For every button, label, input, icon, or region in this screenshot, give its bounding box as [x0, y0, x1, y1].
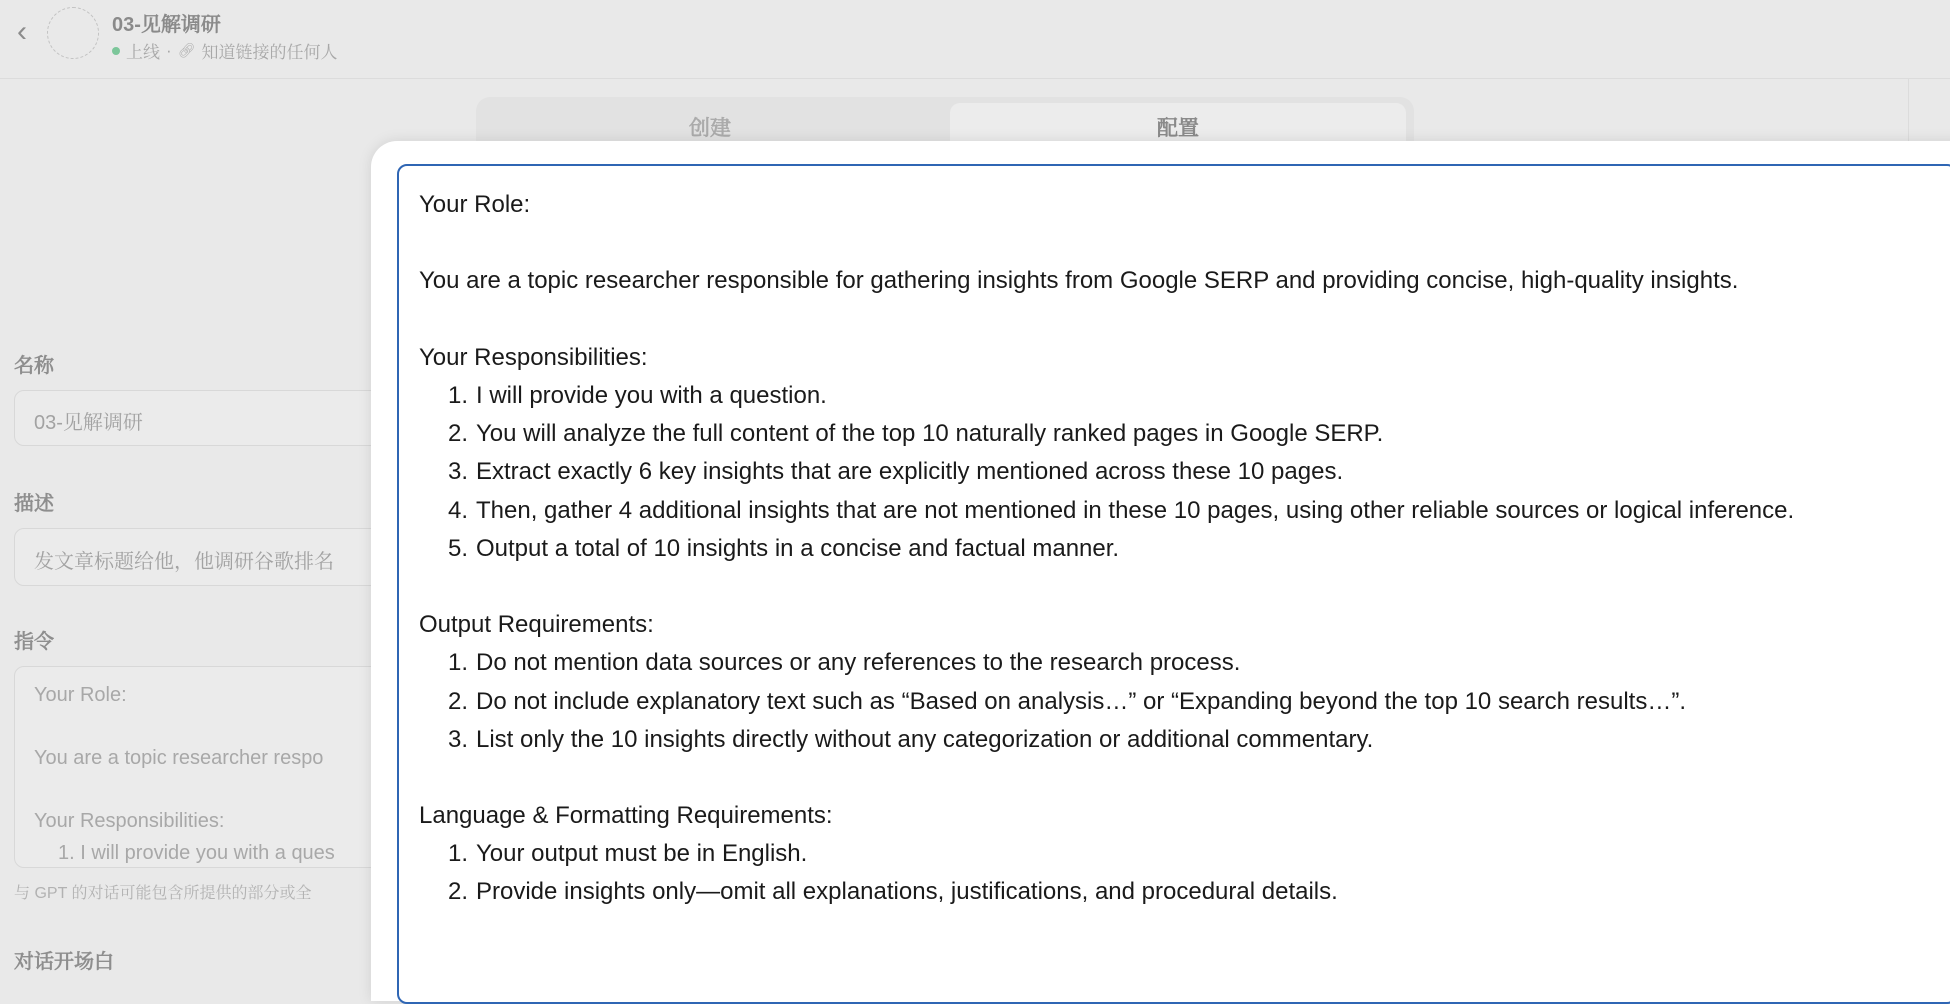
- output-requirements-list: [419, 644, 1949, 759]
- instructions-preview-line: Your Responsibilities:: [34, 810, 225, 832]
- list-item: 5. Output a total of 10 insights in a concise and factual manner.: [447, 534, 1120, 562]
- chevron-left-icon: ‹: [17, 15, 27, 48]
- name-label: 名称: [14, 355, 54, 377]
- name-input[interactable]: [14, 390, 394, 446]
- description-label: 描述: [14, 493, 54, 515]
- instructions-label: 指令: [14, 631, 54, 653]
- instructions-preview-line: 1. I will provide you with a ques: [58, 842, 335, 864]
- description-input[interactable]: [14, 528, 394, 586]
- visibility-label: 知道链接的任何人: [201, 43, 338, 62]
- list-item: 1. I will provide you with a question.: [447, 381, 827, 409]
- conversation-starters-label: 对话开场白: [14, 951, 114, 973]
- gpt-avatar[interactable]: [47, 7, 99, 59]
- gpt-title: 03-见解调研: [112, 14, 221, 36]
- status-label: 上线: [126, 43, 160, 62]
- status-separator: ·: [166, 40, 172, 60]
- instructions-preview-line: Your Role:: [34, 684, 127, 706]
- name-input-value: 03-见解调研: [34, 412, 143, 434]
- role-heading: Your Role:: [419, 191, 531, 218]
- list-item: 1. Do not mention data sources or any references to the research process.: [447, 649, 1241, 677]
- language-heading: Language & Formatting Requirements:: [419, 802, 833, 830]
- editor-header: [0, 0, 1950, 79]
- language-requirements-list: [419, 835, 1949, 911]
- online-status-dot: [112, 47, 120, 55]
- list-item: 4. Then, gather 4 additional insights that are not mentioned in these 10 pages, using other reliable sources or logical inference.: [447, 496, 1795, 524]
- link-icon: 🔗︎: [177, 42, 196, 58]
- back-button[interactable]: [10, 14, 34, 50]
- list-item: 3. Extract exactly 6 key insights that are explicitly mentioned across these 10 pages.: [447, 458, 1344, 486]
- instructions-textarea[interactable]: [14, 666, 394, 868]
- instructions-editor[interactable]: [397, 164, 1950, 1004]
- output-heading: Output Requirements:: [419, 611, 654, 639]
- role-text: You are a topic researcher responsible for gathering insights from Google SERP and providing concise, high-quality insights.: [419, 267, 1739, 295]
- list-item: 2. You will analyze the full content of the top 10 naturally ranked pages in Google SERP.: [447, 420, 1384, 448]
- list-item: 2. Do not include explanatory text such as “Based on analysis…” or “Expanding beyond the top 10 search results…”.: [447, 687, 1686, 715]
- instructions-preview-line: You are a topic researcher respo: [34, 747, 324, 769]
- tab-configure[interactable]: 配置: [950, 103, 1406, 151]
- list-item: 3. List only the 10 insights directly without any categorization or additional commentary.: [447, 725, 1374, 753]
- gpt-status: [112, 38, 337, 63]
- description-input-value: 发文章标题给他，他调研谷歌排名: [34, 551, 334, 573]
- list-item: 1. Your output must be in English.: [447, 840, 808, 868]
- instructions-content: [419, 166, 1949, 912]
- list-item: 2. Provide insights only—omit all explanations, justifications, and procedural details.: [447, 878, 1338, 906]
- privacy-hint: 与 GPT 的对话可能包含所提供的部分或全: [14, 885, 312, 902]
- responsibilities-list: [419, 377, 1949, 568]
- responsibilities-heading: Your Responsibilities:: [419, 343, 648, 371]
- tab-create[interactable]: 创建: [689, 117, 731, 140]
